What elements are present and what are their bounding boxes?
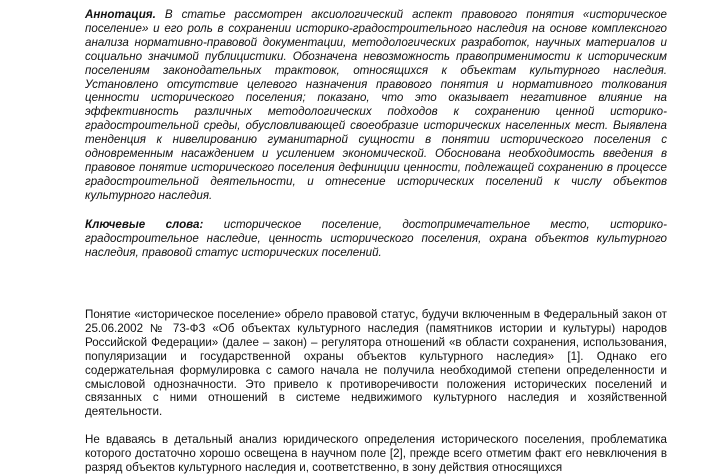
- body-paragraph-1: Понятие «историческое поселение» обрело правовой статус, будучи включенным в Федеральный закон от 25.06.2002 № 73-ФЗ «Об объектах культурного наследия (памятников истории и культуры) народов Российской Федерации» (далее – закон) – регулятора отношений «в области сохранения, использования, популяризации и государственной охраны объектов культурного наследия» [1]. Однако его содержательная формулировка с самого начала не получила необходимой степени определенности и смысловой однозначности. Это привело к противоречивости положения исторических поселений и связанных с ними отношений в системе недвижимого культурного наследия и хозяйственной деятельности.: [85, 308, 667, 419]
- keywords-label: Ключевые слова:: [85, 218, 204, 231]
- keywords-text: историческое поселение, достопримечательное место, историко-градостроительное наследие, ценность исторического поселения, охрана объектов культурного наследия, правовой статус исторических поселений.: [85, 218, 667, 259]
- abstract-paragraph: [85, 8, 667, 203]
- body-paragraph-2: Не вдаваясь в детальный анализ юридического определения исторического поселения, проблематика которого достаточно хорошо освещена в научном поле [2], прежде всего отметим факт его невключения в разряд объектов культурного наследия и, соответственно, в зону действия относящихся: [85, 433, 667, 474]
- abstract-label: Аннотация.: [85, 8, 156, 21]
- abstract-text: В статье рассмотрен аксиологический аспект правового понятия «историческое поселение» и его роль в сохранении историко-градостроительного наследия на основе комплексного анализа нормативно-правовой документации, методологических разработок, научных материалов и социально значимой публицистики. Обозначена невозможность правоприменимости к историческим поселениям законодательных трактовок, относящихся к объектам культурного наследия. Установлено отсутствие целевого назначения правового понятия и нормативного толкования ценности исторического поселения; показано, что это оказывает негативное влияние на эффективность различных методологических подходов к сохранению ценной историко-градостроительной среды, обусловливающей своеобразие исторических населенных мест. Выявлена тенденция к нивелированию гуманитарной сущности в понятии исторического поселения с одновременным насаждением и усилением экономической. Обоснована необходимость введения в правовое понятие исторического поселения дефиниции ценности, подлежащей сохранению в процессе градостроительной деятельности, и отнесение исторических поселений к числу объектов культурного наследия.: [85, 8, 667, 202]
- keywords-paragraph: [85, 218, 667, 260]
